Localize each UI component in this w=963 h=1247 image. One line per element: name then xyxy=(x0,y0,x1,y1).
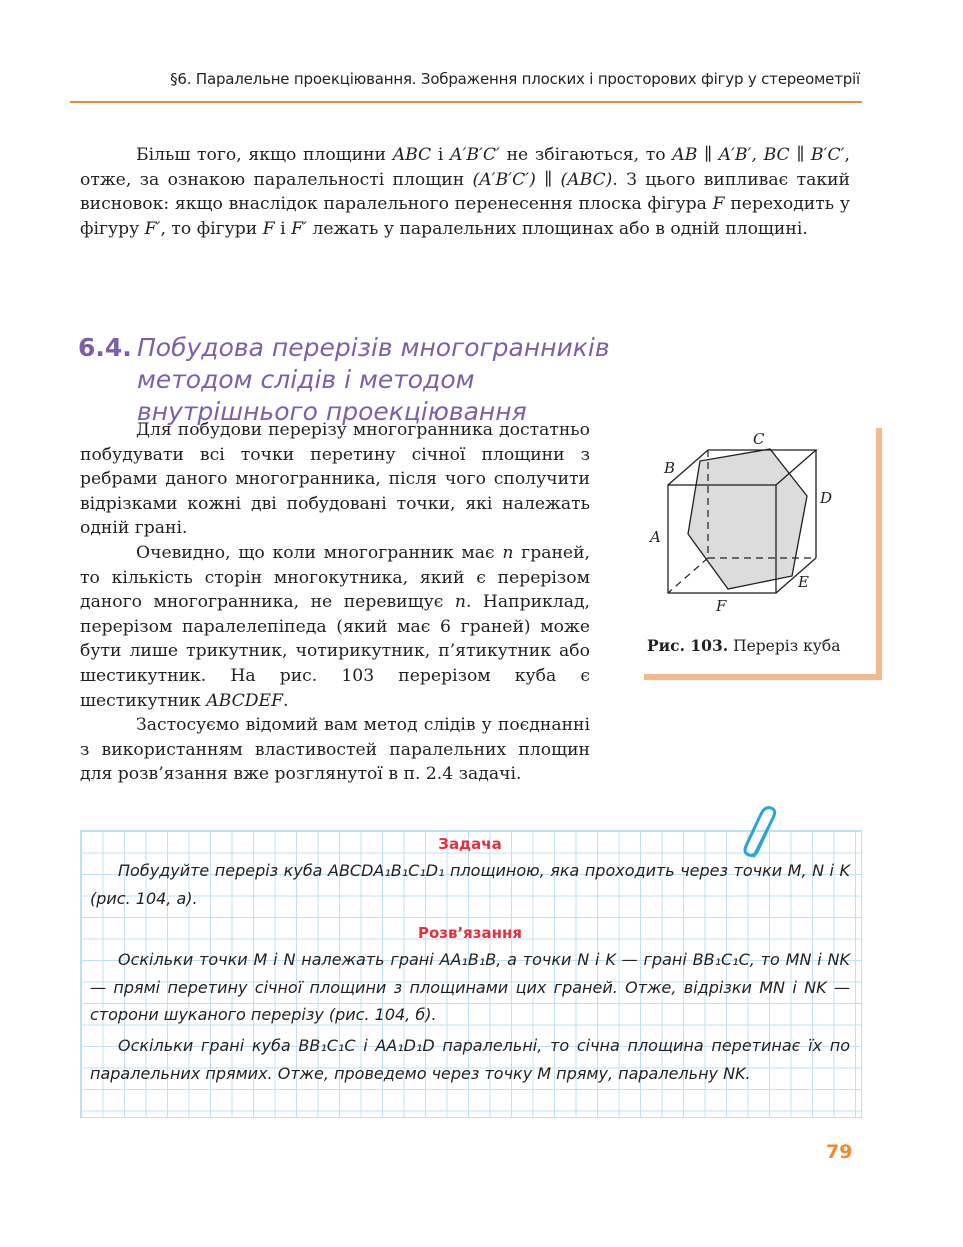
section-title-line: внутрішнього проекціювання xyxy=(137,396,527,426)
label-b: B xyxy=(664,459,676,477)
label-f: F xyxy=(716,597,727,615)
body-paragraph-2: Очевидно, що коли многогранник має n граней, то кількість сторін многокутника, який є перерізом даного многогранника, не перевищує n. Наприклад, перерізом паралелепіпеда (який має 6 граней) може бути лише трикутник, чотирикутник, п’ятикутник або шестикутник. На рис. 103 перерізом куба є шестикутник ABCDEF. xyxy=(80,543,591,711)
label-d: D xyxy=(820,489,833,507)
page-number: 79 xyxy=(826,1141,853,1163)
task-label: Задача xyxy=(438,835,502,853)
cube-section-figure xyxy=(644,428,874,628)
running-head: §6. Паралельне проекціювання. Зображення плоских і просторових фігур у стереометрії xyxy=(170,70,860,88)
hidden-left-edge xyxy=(668,558,708,593)
solution-label: Розв’язання xyxy=(417,924,523,942)
label-c: C xyxy=(753,430,765,448)
paperclip-icon xyxy=(740,806,784,862)
label-a: A xyxy=(650,528,661,546)
header-rule xyxy=(70,101,862,103)
body-paragraph-3: Застосуємо відомий вам метод слідів у поєднанні з використанням властивостей паралельних площин для розв’язання вже розглянутої в п. 2.4 задачі. xyxy=(80,715,590,785)
intro-paragraph: Більш того, якщо площини ABC і A′B′C′ не збігаються, то AB ∥ A′B′, BC ∥ B′C′, отже, за ознакою паралельності площин (A′B′C′) ∥ (ABC). З цього випливає такий висновок: якщо внаслідок паралельного перенесення плоска фігура F переходить у фігуру F′, то фігури F і F′ лежать у паралельних площинах або в одній площині. xyxy=(80,145,850,239)
section-title-line: методом слідів і методом xyxy=(137,364,475,394)
section-title-line: Побудова перерізів многогранників xyxy=(137,332,610,362)
section-number: 6.4. xyxy=(78,332,132,362)
task-statement: Побудуйте переріз куба ABCDA₁B₁C₁D₁ площиною, яка проходить через точки M, N і K (рис. 104, а). xyxy=(90,861,850,908)
figure-caption: Рис. 103. Переріз куба xyxy=(647,636,841,655)
solution-paragraph-2: Оскільки грані куба BB₁C₁C і AA₁D₁D паралельні, то січна площина перетинає їх по паралельних прямих. Отже, проведемо через точку M пряму, паралельну NK. xyxy=(90,1036,850,1083)
body-paragraph-1: Для побудови перерізу многогранника достатньо побудувати всі точки перетину січної площини з ребрами даного многогранника, після чого сполучити відрізками кожні дві побудовані точки, які належать одній грані. xyxy=(80,420,590,539)
label-e: E xyxy=(798,573,809,591)
solution-paragraph-1: Оскільки точки M і N належать грані AA₁B₁B, а точки N і K — грані BB₁C₁C, то MN і NK — прямі перетину січної площини з площинами цих граней. Отже, відрізки MN і NK — сторони шуканого перерізу (рис. 104, б). xyxy=(90,950,850,1024)
hexagon-section xyxy=(688,449,807,589)
section-heading xyxy=(78,332,638,428)
